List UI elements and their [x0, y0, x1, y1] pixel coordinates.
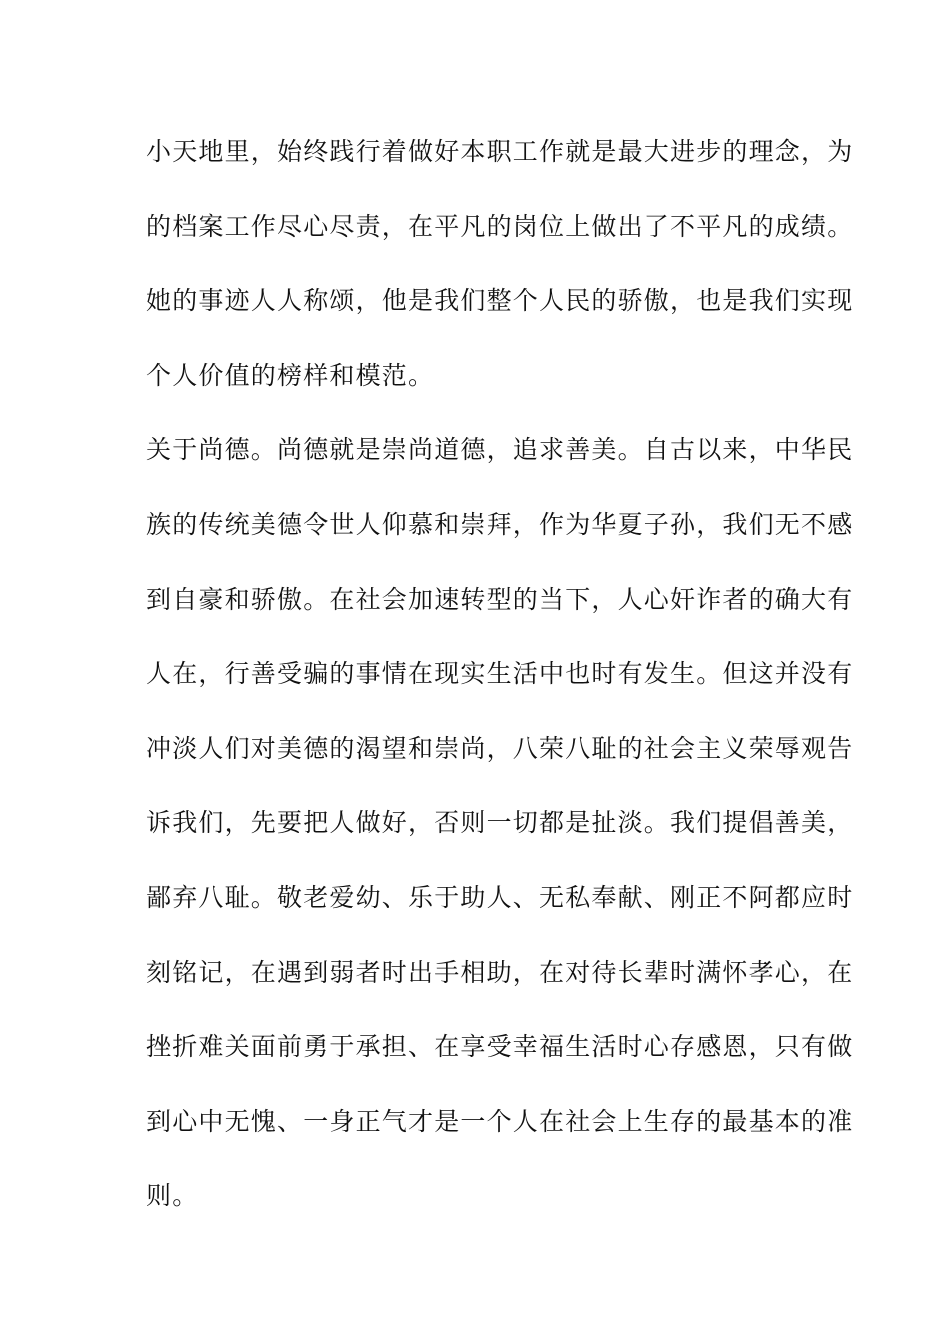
text-line: 族的传统美德令世人仰慕和崇拜，作为华夏子孙，我们无不感	[146, 509, 854, 539]
text-line: 鄙弃八耻。敬老爱幼、乐于助人、无私奉献、刚正不阿都应时	[146, 882, 854, 912]
text-line: 刻铭记，在遇到弱者时出手相助，在对待长辈时满怀孝心，在	[146, 957, 854, 987]
text-line: 挫折难关面前勇于承担、在享受幸福生活时心存感恩，只有做	[146, 1032, 854, 1062]
text-line: 冲淡人们对美德的渴望和崇尚，八荣八耻的社会主义荣辱观告	[146, 733, 854, 763]
text-line: 诉我们，先要把人做好，否则一切都是扯淡。我们提倡善美，	[146, 808, 854, 838]
text-line: 个人价值的榜样和模范。	[146, 360, 435, 390]
text-line: 到心中无愧、一身正气才是一个人在社会上生存的最基本的准	[146, 1106, 854, 1136]
text-line: 她的事迹人人称颂，他是我们整个人民的骄傲，也是我们实现	[146, 286, 854, 316]
text-line: 关于尚德。尚德就是崇尚道德，追求善美。自古以来，中华民	[146, 435, 854, 465]
text-line: 小天地里，始终践行着做好本职工作就是最大进步的理念，为	[146, 137, 854, 166]
body-text	[146, 130, 854, 1249]
text-line: 则。	[146, 1181, 199, 1211]
text-line: 的档案工作尽心尽责，在平凡的岗位上做出了不平凡的成绩。	[146, 211, 854, 241]
text-line: 人在，行善受骗的事情在现实生活中也时有发生。但这并没有	[146, 659, 854, 689]
text-line: 到自豪和骄傲。在社会加速转型的当下，人心奸诈者的确大有	[146, 584, 854, 614]
